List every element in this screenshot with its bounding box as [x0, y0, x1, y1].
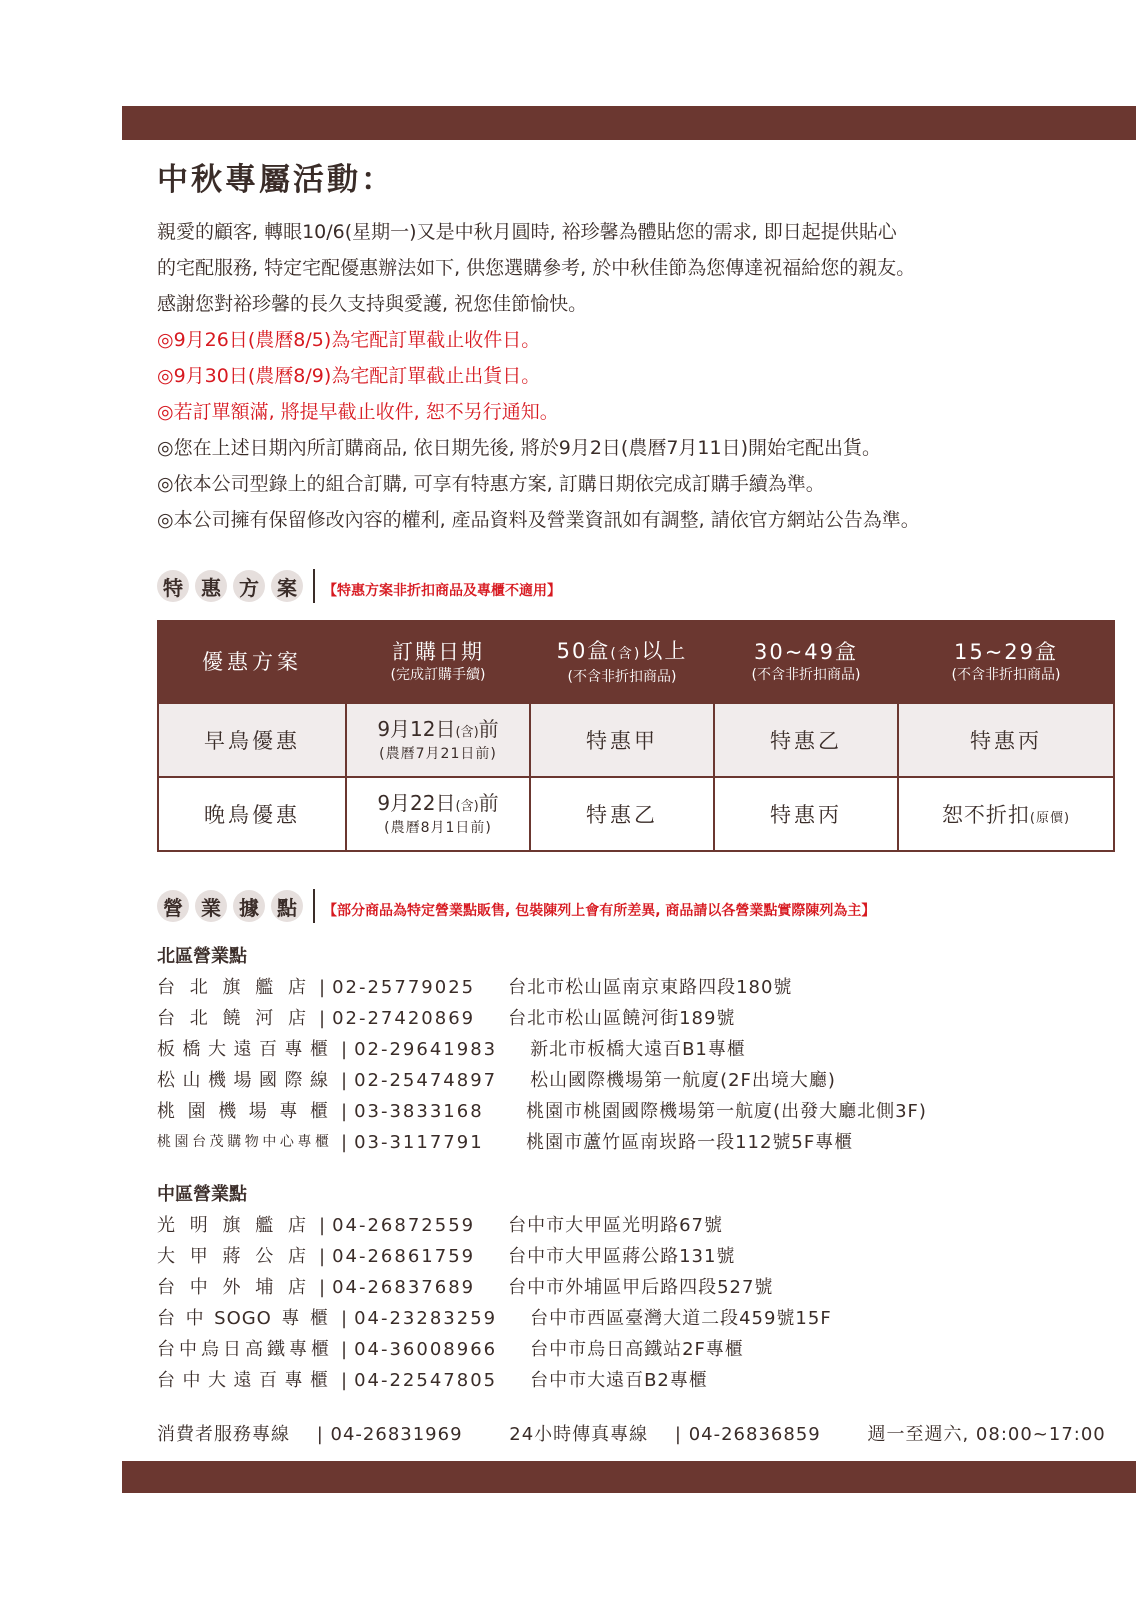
- store-name: 大甲蔣公店: [157, 1246, 307, 1267]
- store-phone: 03-3833168: [354, 1101, 484, 1122]
- section-divider: [313, 889, 315, 923]
- discount-plan-table: [157, 620, 1115, 852]
- separator: |: [341, 1339, 349, 1360]
- plan-cell: 特惠乙: [714, 703, 898, 777]
- order-date-small: (含): [455, 799, 479, 814]
- plan-cell-text: 特惠丙: [970, 729, 1042, 753]
- store-row: [157, 1303, 1117, 1334]
- title-char-pill: 點: [271, 890, 303, 922]
- header-label: 優惠方案: [202, 650, 302, 674]
- plan-section-header: [157, 566, 1117, 606]
- header-sublabel: (不含非折扣商品): [567, 668, 677, 685]
- store-address: 台中市西區臺灣大道二段459號15F: [530, 1308, 832, 1329]
- store-address: 台北市松山區饒河街189號: [508, 1008, 736, 1029]
- store-name: 板橋大遠百專櫃: [157, 1039, 329, 1060]
- separator: |: [341, 1132, 349, 1153]
- store-phone: 02-29641983: [354, 1039, 498, 1060]
- store-address: 台中市烏日高鐵站2F專櫃: [530, 1339, 744, 1360]
- notice: ◎依本公司型錄上的組合訂購, 可享有特惠方案, 訂購日期依完成訂購手續為準。: [157, 473, 825, 495]
- notice: ◎您在上述日期內所訂購商品, 依日期先後, 將於9月2日(農曆7月11日)開始宅配出貨。: [157, 437, 882, 459]
- store-section-title: [157, 890, 303, 922]
- fax-label: 24小時傳真專線: [509, 1424, 649, 1445]
- plan-cell: 特惠丙: [714, 777, 898, 851]
- title-char-pill: 營: [157, 890, 189, 922]
- plan-section-title: [157, 570, 303, 602]
- table-row: [158, 703, 1114, 777]
- order-date: [348, 791, 528, 819]
- service-hours: 週一至週六, 08:00~17:00: [867, 1424, 1106, 1445]
- separator: |: [319, 1246, 327, 1267]
- order-date-tail: 前: [478, 791, 499, 815]
- store-row: [157, 972, 1117, 1003]
- table-header-cell: [158, 621, 346, 703]
- store-phone: 02-25474897: [354, 1070, 498, 1091]
- plan-cell-text: 恕不折扣: [941, 803, 1030, 827]
- store-name: 台中大遠百專櫃: [157, 1370, 329, 1391]
- store-row: [157, 1003, 1117, 1034]
- order-date-cell: [346, 703, 530, 777]
- store-name: 桃園台茂購物中心專櫃: [157, 1134, 329, 1150]
- plan-cell: [898, 703, 1114, 777]
- store-row: [157, 1241, 1117, 1272]
- plan-cell: [898, 777, 1114, 851]
- service-phone: 04-26831969: [330, 1424, 463, 1445]
- store-row: [157, 1127, 1117, 1158]
- order-date-main: 9月12日: [377, 717, 456, 741]
- title-char-pill: 特: [157, 570, 189, 602]
- header-label: 30~49盒: [753, 640, 859, 664]
- store-name: 台北饒河店: [157, 1008, 307, 1029]
- separator: |: [341, 1039, 349, 1060]
- store-phone: 04-36008966: [354, 1339, 498, 1360]
- store-phone: 04-22547805: [354, 1370, 498, 1391]
- store-section-note: 【部分商品為特定營業點販售, 包裝陳列上會有所差異, 商品請以各營業點實際陳列為主】: [323, 903, 876, 919]
- table-header-cell: [530, 621, 714, 703]
- plan-name-cell: 晚鳥優惠: [158, 777, 346, 851]
- header-label: [531, 638, 713, 667]
- store-name: 光明旗艦店: [157, 1215, 307, 1236]
- intro-line: 的宅配服務, 特定宅配優惠辦法如下, 供您選購參考, 於中秋佳節為您傳達祝福給您的親友。: [157, 257, 916, 279]
- table-header-cell: [898, 621, 1114, 703]
- bottom-banner-bar: [122, 1461, 1136, 1493]
- header-label-tail: 以上: [641, 638, 688, 663]
- region-central-label: 中區營業點: [157, 1184, 247, 1205]
- store-phone: 04-26861759: [332, 1246, 476, 1267]
- notice: ◎本公司擁有保留修改內容的權利, 產品資料及營業資訊如有調整, 請依官方網站公告為準。: [157, 509, 920, 531]
- store-address: 台中市外埔區甲后路四段527號: [508, 1277, 774, 1298]
- plan-cell-small: (原價): [1029, 811, 1071, 826]
- header-label: 訂購日期: [392, 640, 484, 664]
- store-name: 松山機場國際線: [157, 1070, 329, 1091]
- service-line: 消費者服務專線 | 04-26831969: [157, 1424, 463, 1445]
- title-char-pill: 惠: [195, 570, 227, 602]
- store-row: [157, 1210, 1117, 1241]
- notice-red: ◎9月30日(農曆8/9)為宅配訂單截止出貨日。: [157, 365, 541, 387]
- store-name: 台中SOGO專櫃: [157, 1308, 329, 1329]
- store-address: 松山國際機場第一航廈(2F出境大廳): [530, 1070, 836, 1091]
- page-title: 中秋專屬活動：: [157, 162, 395, 198]
- lunar-date: (農曆8月1日前): [384, 820, 492, 836]
- header-label: 15~29盒: [953, 640, 1059, 664]
- plan-cell: 特惠乙: [530, 777, 714, 851]
- notice-red: ◎若訂單額滿, 將提早截止收件, 恕不另行通知。: [157, 401, 559, 423]
- table-header-cell: [346, 621, 530, 703]
- order-date-small: (含): [455, 725, 479, 740]
- title-char-pill: 案: [271, 570, 303, 602]
- order-date-main: 9月22日: [377, 791, 456, 815]
- store-address: 桃園市桃園國際機場第一航廈(出發大廳北側3F): [526, 1101, 927, 1122]
- header-label-main: 50盒: [556, 638, 611, 663]
- store-address: 台中市大甲區光明路67號: [508, 1215, 723, 1236]
- separator: |: [319, 977, 327, 998]
- header-sublabel: (不含非折扣商品): [951, 667, 1061, 683]
- separator: |: [319, 1277, 327, 1298]
- store-row: [157, 1034, 1117, 1065]
- header-label-small: (含): [610, 645, 642, 662]
- fax-phone: 04-26836859: [688, 1424, 821, 1445]
- order-date-cell: [346, 777, 530, 851]
- store-address: 新北市板橋大遠百B1專櫃: [530, 1039, 746, 1060]
- store-row: [157, 1365, 1117, 1396]
- plan-section-note: 【特惠方案非折扣商品及專櫃不適用】: [323, 583, 561, 599]
- store-phone: 02-27420869: [332, 1008, 476, 1029]
- store-phone: 03-3117791: [354, 1132, 484, 1153]
- table-header-cell: [714, 621, 898, 703]
- store-phone: 04-26837689: [332, 1277, 476, 1298]
- store-phone: 02-25779025: [332, 977, 476, 998]
- top-banner-bar: [122, 106, 1136, 140]
- store-section-header: [157, 886, 1117, 926]
- separator: |: [341, 1101, 349, 1122]
- store-phone: 04-26872559: [332, 1215, 476, 1236]
- header-sublabel: (不含非折扣商品): [751, 667, 861, 683]
- plan-name-cell: 早鳥優惠: [158, 703, 346, 777]
- store-name: 台中外埔店: [157, 1277, 307, 1298]
- separator: |: [341, 1070, 349, 1091]
- header-sublabel: (完成訂購手續): [390, 667, 486, 683]
- store-row: [157, 1272, 1117, 1303]
- store-row: [157, 1065, 1117, 1096]
- separator: |: [341, 1370, 349, 1391]
- separator: |: [341, 1308, 349, 1329]
- store-row: [157, 1334, 1117, 1365]
- section-divider: [313, 569, 315, 603]
- service-label: 消費者服務專線: [157, 1424, 290, 1445]
- order-date-tail: 前: [478, 717, 499, 741]
- store-row: [157, 1096, 1117, 1127]
- store-address: 台中市大甲區蔣公路131號: [508, 1246, 736, 1267]
- intro-line: 感謝您對裕珍馨的長久支持與愛護, 祝您佳節愉快。: [157, 293, 588, 315]
- main-content: [157, 158, 1117, 1446]
- store-address: 桃園市蘆竹區南崁路一段112號5F專櫃: [526, 1132, 854, 1153]
- intro-line: 親愛的顧客, 轉眼10/6(星期一)又是中秋月圓時, 裕珍馨為體貼您的需求, 即日起提供貼心: [157, 221, 897, 243]
- store-name: 台北旗艦店: [157, 977, 307, 998]
- lunar-date: (農曆7月21日前): [379, 746, 497, 762]
- region-north-label: 北區營業點: [157, 946, 247, 967]
- plan-cell: 特惠甲: [530, 703, 714, 777]
- notice-red: ◎9月26日(農曆8/5)為宅配訂單截止收件日。: [157, 329, 541, 351]
- title-char-pill: 據: [233, 890, 265, 922]
- fax-line: 24小時傳真專線 | 04-26836859: [509, 1424, 821, 1445]
- store-phone: 04-23283259: [354, 1308, 498, 1329]
- title-char-pill: 業: [195, 890, 227, 922]
- order-date: [348, 717, 528, 745]
- title-char-pill: 方: [233, 570, 265, 602]
- separator: |: [319, 1215, 327, 1236]
- store-name: 台中烏日高鐵專櫃: [157, 1339, 329, 1360]
- store-name: 桃園機場專櫃: [157, 1101, 329, 1122]
- table-row: [158, 777, 1114, 851]
- store-address: 台中市大遠百B2專櫃: [530, 1370, 708, 1391]
- separator: |: [319, 1008, 327, 1029]
- contact-footer: [157, 1420, 1117, 1446]
- table-header-row: [158, 621, 1114, 703]
- store-address: 台北市松山區南京東路四段180號: [508, 977, 793, 998]
